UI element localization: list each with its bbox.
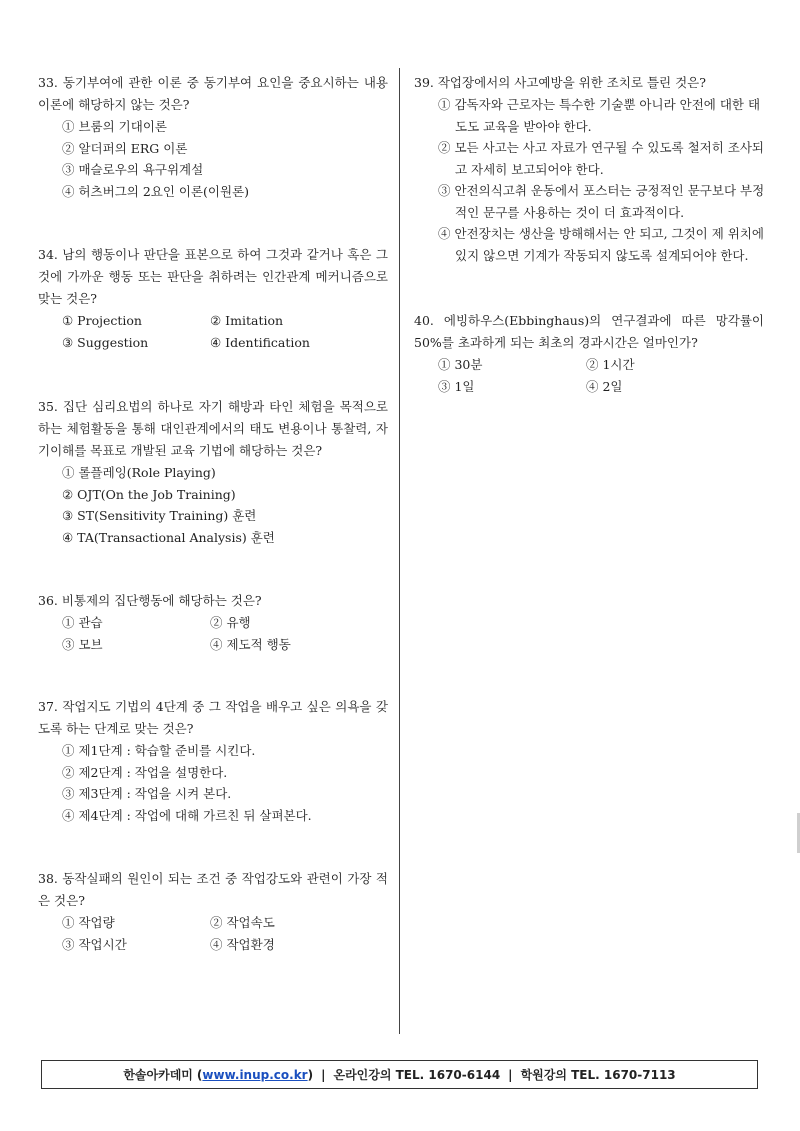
- option-4: ④ Identification: [210, 334, 310, 350]
- question-33: [38, 72, 388, 202]
- website-link[interactable]: www.inup.co.kr: [202, 1067, 308, 1082]
- page-footer: [41, 1060, 758, 1089]
- option-2: ② OJT(On the Job Training): [62, 486, 236, 502]
- online-lecture-phone: 온라인강의 TEL. 1670-6144: [333, 1068, 501, 1082]
- option-3: ③ 1일: [438, 378, 475, 394]
- option-2-continued: 고 자세히 보고되어야 한다.: [455, 161, 604, 177]
- option-3: ③ Suggestion: [62, 334, 149, 350]
- option-list: [62, 612, 388, 655]
- option-list: [62, 462, 388, 548]
- question-stem: 33. 동기부여에 관한 이론 중 동기부여 요인을 중요시하는 내용이론에 해당하지 않는 것은?: [38, 75, 388, 112]
- paren-close: ): [307, 1067, 314, 1082]
- option-2: ② 1시간: [586, 357, 635, 372]
- question-39: [414, 72, 764, 266]
- option-list: [62, 740, 388, 826]
- option-3: ③ 모브: [62, 636, 103, 652]
- option-3: ③ 제3단계 : 작업을 시켜 본다.: [62, 786, 232, 801]
- option-2: ② Imitation: [210, 313, 284, 328]
- option-list: [62, 912, 388, 955]
- option-1: ① Projection: [62, 313, 142, 328]
- question-stem: 38. 동작실패의 원인이 되는 조건 중 작업강도와 관련이 가장 적은 것은?: [38, 871, 388, 908]
- option-3: ③ 매슬로우의 욕구위계설: [62, 162, 204, 177]
- option-4: ④ 2일: [586, 378, 623, 394]
- option-3: ③ 안전의식고취 운동에서 포스터는 긍정적인 문구보다 부정: [438, 183, 765, 198]
- option-1: ① 관습: [62, 615, 103, 630]
- footer-separator: |: [321, 1067, 326, 1082]
- option-4: ④ 제4단계 : 작업에 대해 가르친 뒤 살펴본다.: [62, 807, 312, 823]
- option-list: [438, 354, 764, 397]
- question-36: [38, 590, 388, 655]
- option-4: ④ TA(Transactional Analysis) 훈련: [62, 529, 275, 545]
- question-stem: 35. 집단 심리요법의 하나로 자기 해방과 타인 체험을 목적으로 하는 체험활동을 통해 대인관계에서의 태도 변용이나 통찰력, 자기이해를 목표로 개발된 교육 기법에 해당하는 것은?: [38, 399, 388, 458]
- option-1: ① 브룸의 기대이론: [62, 119, 167, 134]
- footer-separator: |: [508, 1067, 513, 1082]
- question-stem: 40. 에빙하우스(Ebbinghaus)의 연구결과에 따른 망각률이 50%를 초과하게 되는 최초의 경과시간은 얼마인가?: [414, 313, 764, 350]
- question-40: [414, 310, 764, 397]
- paren-open: (: [196, 1067, 203, 1082]
- option-2: ② 모든 사고는 사고 자료가 연구될 수 있도록 철저히 조사되: [438, 140, 764, 155]
- option-3-continued: 적인 문구를 사용하는 것이 더 효과적이다.: [455, 204, 685, 220]
- option-3: ③ ST(Sensitivity Training) 훈련: [62, 508, 257, 523]
- option-2: ② 작업속도: [210, 915, 275, 930]
- option-list: [62, 116, 388, 202]
- option-2: ② 제2단계 : 작업을 설명한다.: [62, 764, 228, 780]
- option-4: ④ 작업환경: [210, 936, 275, 952]
- question-stem: 39. 작업장에서의 사고예방을 위한 조치로 틀린 것은?: [414, 75, 706, 90]
- option-4-continued: 있지 않으면 기계가 작동되지 않도록 설계되어야 한다.: [455, 247, 749, 263]
- option-1: ① 작업량: [62, 915, 115, 930]
- option-1: ① 롤플레잉(Role Playing): [62, 465, 216, 480]
- option-list: [62, 310, 388, 353]
- academy-lecture-phone: 학원강의 TEL. 1670-7113: [520, 1068, 676, 1082]
- question-35: [38, 396, 388, 548]
- option-1: ① 30분: [438, 357, 483, 372]
- question-stem: 37. 작업지도 기법의 4단계 중 그 작업을 배우고 싶은 의욕을 갖도록 하는 단계로 맞는 것은?: [38, 699, 388, 736]
- option-1: ① 감독자와 근로자는 특수한 기술뿐 아니라 안전에 대한 태: [438, 97, 761, 112]
- question-34: [38, 244, 388, 353]
- option-4: ④ 허츠버그의 2요인 이론(이원론): [62, 183, 250, 199]
- option-2: ② 알더퍼의 ERG 이론: [62, 140, 188, 156]
- option-1: ① 제1단계 : 학습할 준비를 시킨다.: [62, 743, 256, 758]
- option-4: ④ 안전장치는 생산을 방해해서는 안 되고, 그것이 제 위치에: [438, 226, 764, 241]
- question-37: [38, 696, 388, 826]
- question-38: [38, 868, 388, 955]
- column-divider: [399, 68, 400, 1034]
- option-1-continued: 도도 교육을 받아야 한다.: [455, 118, 592, 134]
- option-3: ③ 작업시간: [62, 936, 127, 952]
- academy-name: 한솔아카데미: [123, 1068, 193, 1082]
- option-4: ④ 제도적 행동: [210, 636, 291, 652]
- option-list: [438, 94, 764, 266]
- question-stem: 36. 비통제의 집단행동에 해당하는 것은?: [38, 593, 262, 608]
- option-2: ② 유행: [210, 615, 251, 630]
- question-stem: 34. 남의 행동이나 판단을 표본으로 하여 그것과 같거나 혹은 그것에 가까운 행동 또는 판단을 취하려는 인간관계 메커니즘으로 맞는 것은?: [38, 247, 388, 306]
